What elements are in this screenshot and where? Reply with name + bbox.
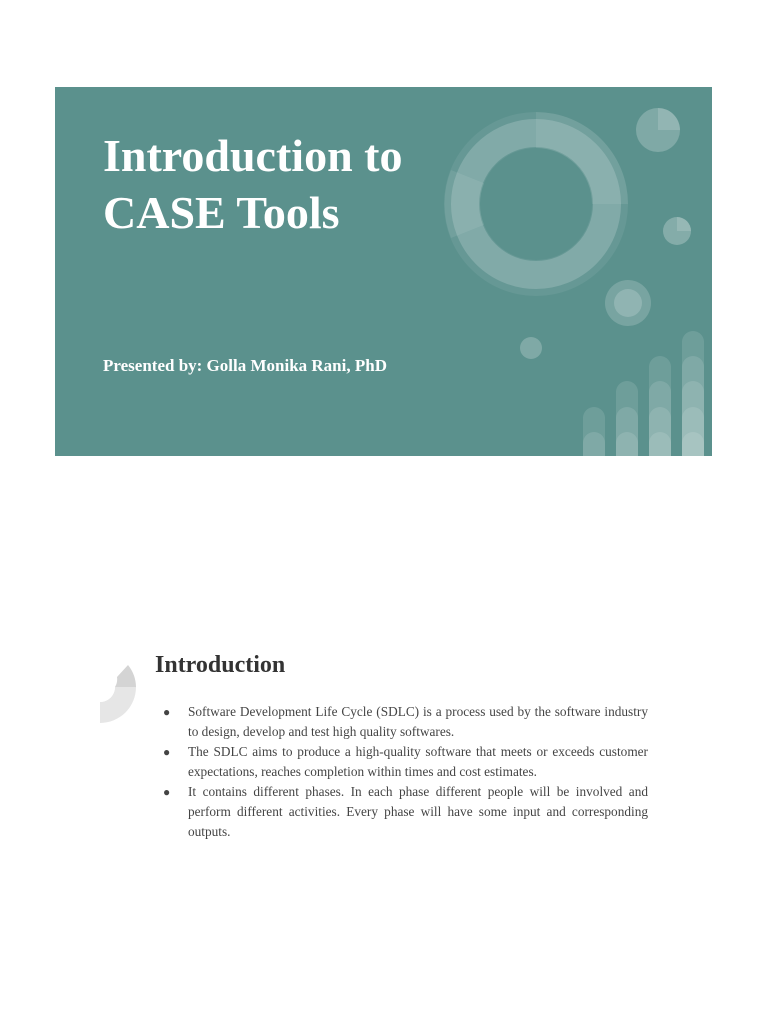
title-slide: [55, 87, 712, 456]
bullet-icon: ●: [163, 705, 171, 719]
bullet-text: The SDLC aims to produce a high-quality software that meets or exceeds customer expectations, reaches completion within times and cost estimates.: [188, 744, 648, 779]
bar-column-decoration: [583, 331, 704, 456]
bullet-item: [161, 742, 648, 782]
bullet-text: Software Development Life Cycle (SDLC) is a process used by the software industry to design, develop and test high quality softwares.: [188, 704, 648, 739]
bullet-text: It contains different phases. In each phase different people will be involved and perform different activities. Every phase will have some input and corresponding outputs.: [188, 784, 648, 839]
slide-title: Introduction to CASE Tools: [103, 130, 403, 238]
donut-chart-decoration: [444, 112, 628, 296]
bullet-item: [161, 782, 648, 842]
introduction-slide: [55, 620, 712, 880]
section-heading: Introduction: [155, 652, 286, 678]
bullet-list: [161, 702, 648, 842]
quarter-ring-decoration: [55, 620, 175, 740]
bullet-item: [161, 702, 648, 742]
bullet-icon: ●: [163, 745, 171, 759]
presenter-line: Presented by: Golla Monika Rani, PhD: [103, 356, 387, 375]
bullet-icon: ●: [163, 785, 171, 799]
